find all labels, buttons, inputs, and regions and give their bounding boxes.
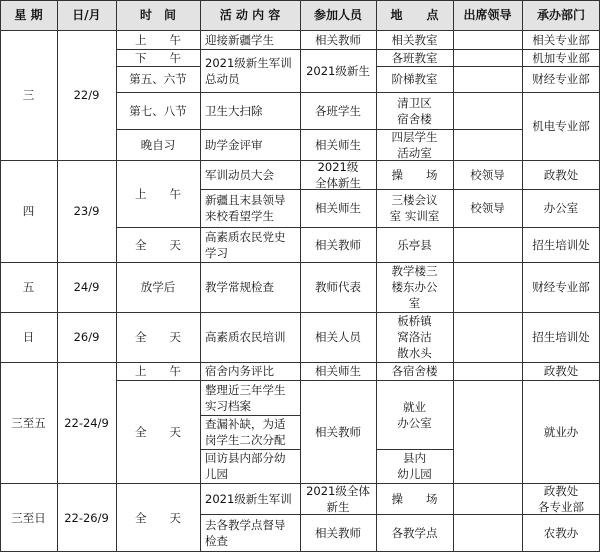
wedfri-r1-activity: 宿舍内务评比 [205,364,274,378]
wedfri-r4-activity: 回访县内部分幼 儿园 [205,451,286,481]
header-date: 日/月 [72,8,101,22]
fri-dept: 财经专业部 [532,280,590,294]
header-participants: 参加人员 [313,8,362,22]
header-activity: 活 动 内 容 [219,8,281,22]
wedsun-weekday: 三至日 [11,510,46,525]
wed-r5-time: 晚自习 [140,137,176,152]
wed-r3-location: 阶梯教室 [391,72,438,86]
wed-r3-dept: 财经专业部 [532,72,590,86]
thu-r1-activity: 军训动员大会 [205,167,274,182]
wed-r4-location: 清卫区 宿舍楼 [397,95,432,126]
wedfri-r4-location: 县内 幼儿园 [397,451,432,481]
fri-time: 放学后 [140,280,176,294]
thu-r3-location: 乐亭县 [397,237,432,252]
header-weekday: 星 期 [14,8,43,22]
sun-weekday: 日 [22,330,35,344]
fri-weekday: 五 [22,280,35,294]
wedfri-date: 22-24/9 [64,415,109,430]
wedsun-r1-participants: 2021级全体 新生 [306,483,370,514]
wedfri-r1-dept: 政教处 [543,364,579,378]
wed-r4-activity: 卫生大扫除 [205,103,263,118]
thu-r3-time: 全 天 [135,237,181,252]
header-leader: 出席领导 [463,8,512,22]
thu-r1-dept: 政教处 [543,167,579,182]
sun-date: 26/9 [73,330,100,344]
fri-activity: 教学常规检查 [205,280,274,294]
thu-am-time: 上 午 [135,186,181,201]
wedfri-r2-activity: 整理近三年学生 实习档案 [205,382,286,413]
wed-r3-time: 第五、六节 [129,72,187,86]
fri-date: 24/9 [73,280,100,294]
thu-r2-dept: 办公室 [543,201,579,215]
wed-r2-location: 各班教室 [391,50,438,65]
wedsun-r1-activity: 2021级新生军训 [205,491,292,506]
wed-weekday: 三 [22,88,35,102]
fri-location: 教学楼三 楼东办公 室 [391,264,438,310]
wed-r4-participants: 各班学生 [315,103,361,118]
wedsun-r2-location: 各教学点 [391,526,438,540]
wedsun-r2-participants: 相关教师 [315,526,361,540]
wedfri-r1-time: 上 午 [135,364,181,378]
wedsun-time: 全 天 [135,510,181,525]
wed-r23-participants: 2021级新生 [306,63,370,78]
thu-r1-participants: 2021级 全体新生 [315,159,361,190]
thu-weekday: 四 [22,204,35,218]
wedfri-r1-location: 各宿舍楼 [391,364,438,378]
thu-date: 23/9 [73,204,100,218]
header-time: 时 间 [139,8,176,22]
wedfri-r234-participants: 相关教师 [315,424,361,439]
sun-dept: 招生培训处 [532,330,590,344]
wedsun-r2-activity: 去各教学点督导 检查 [205,518,286,548]
wed-r1-activity: 迎接新疆学生 [205,32,274,47]
wed-r1-participants: 相关教师 [315,32,361,47]
thu-r1-leader: 校领导 [470,167,505,182]
header-location: 地 点 [390,8,439,22]
wed-r5-activity: 助学金评审 [205,137,263,152]
fri-participants: 教师代表 [315,280,361,294]
thu-r3-dept: 招生培训处 [532,237,590,252]
wed-date: 22/9 [73,88,100,102]
sun-activity: 高素质农民培训 [205,330,286,344]
wed-r2-time: 下 午 [135,50,181,65]
wedsun-r1-location: 操 场 [391,491,438,506]
wed-r1-location: 相关教室 [391,32,438,47]
sun-location: 板桥镇 窝洛沽 散水头 [397,314,432,360]
thu-r3-activity: 高素质农民党史 学习 [205,229,286,260]
wed-r45-dept: 机电专业部 [532,119,590,133]
wed-r4-time: 第七、八节 [129,103,187,118]
wedfri-allday-time: 全 天 [135,424,181,439]
wedsun-r2-dept: 农教办 [543,526,579,540]
wedfri-r1-participants: 相关师生 [315,364,361,378]
thu-r2-leader: 校领导 [470,201,505,215]
wed-r5-participants: 相关师生 [315,137,361,152]
wedfri-weekday: 三至五 [11,415,46,430]
thu-r2-activity: 新疆且末县领导 来校看望学生 [205,193,286,223]
sun-participants: 相关人员 [315,330,361,344]
wedsun-date: 22-26/9 [64,510,109,525]
wedfri-r3-activity: 查漏补缺，为适 岗学生二次分配 [205,417,286,447]
thu-r2-location: 三楼会议 室 实训室 [389,193,440,223]
wedfri-r23-location: 就业 办公室 [397,399,432,430]
wed-r2-dept: 机加专业部 [532,50,590,65]
wed-r1-time: 上 午 [135,32,181,47]
thu-r3-participants: 相关教师 [315,237,361,252]
wedsun-r1-dept: 政教处 各专业部 [538,483,584,514]
wed-r23-activity: 2021级新生军训 总动员 [205,55,292,86]
wed-r1-dept: 相关专业部 [532,32,590,47]
thu-r1-location: 操 场 [391,167,438,182]
header-dept: 承办部门 [536,8,585,22]
thu-r2-participants: 相关师生 [315,201,361,215]
sun-time: 全 天 [135,330,181,344]
wed-r5-location: 四层学生 活动室 [391,129,438,160]
wedfri-r234-dept: 就业办 [543,424,579,439]
